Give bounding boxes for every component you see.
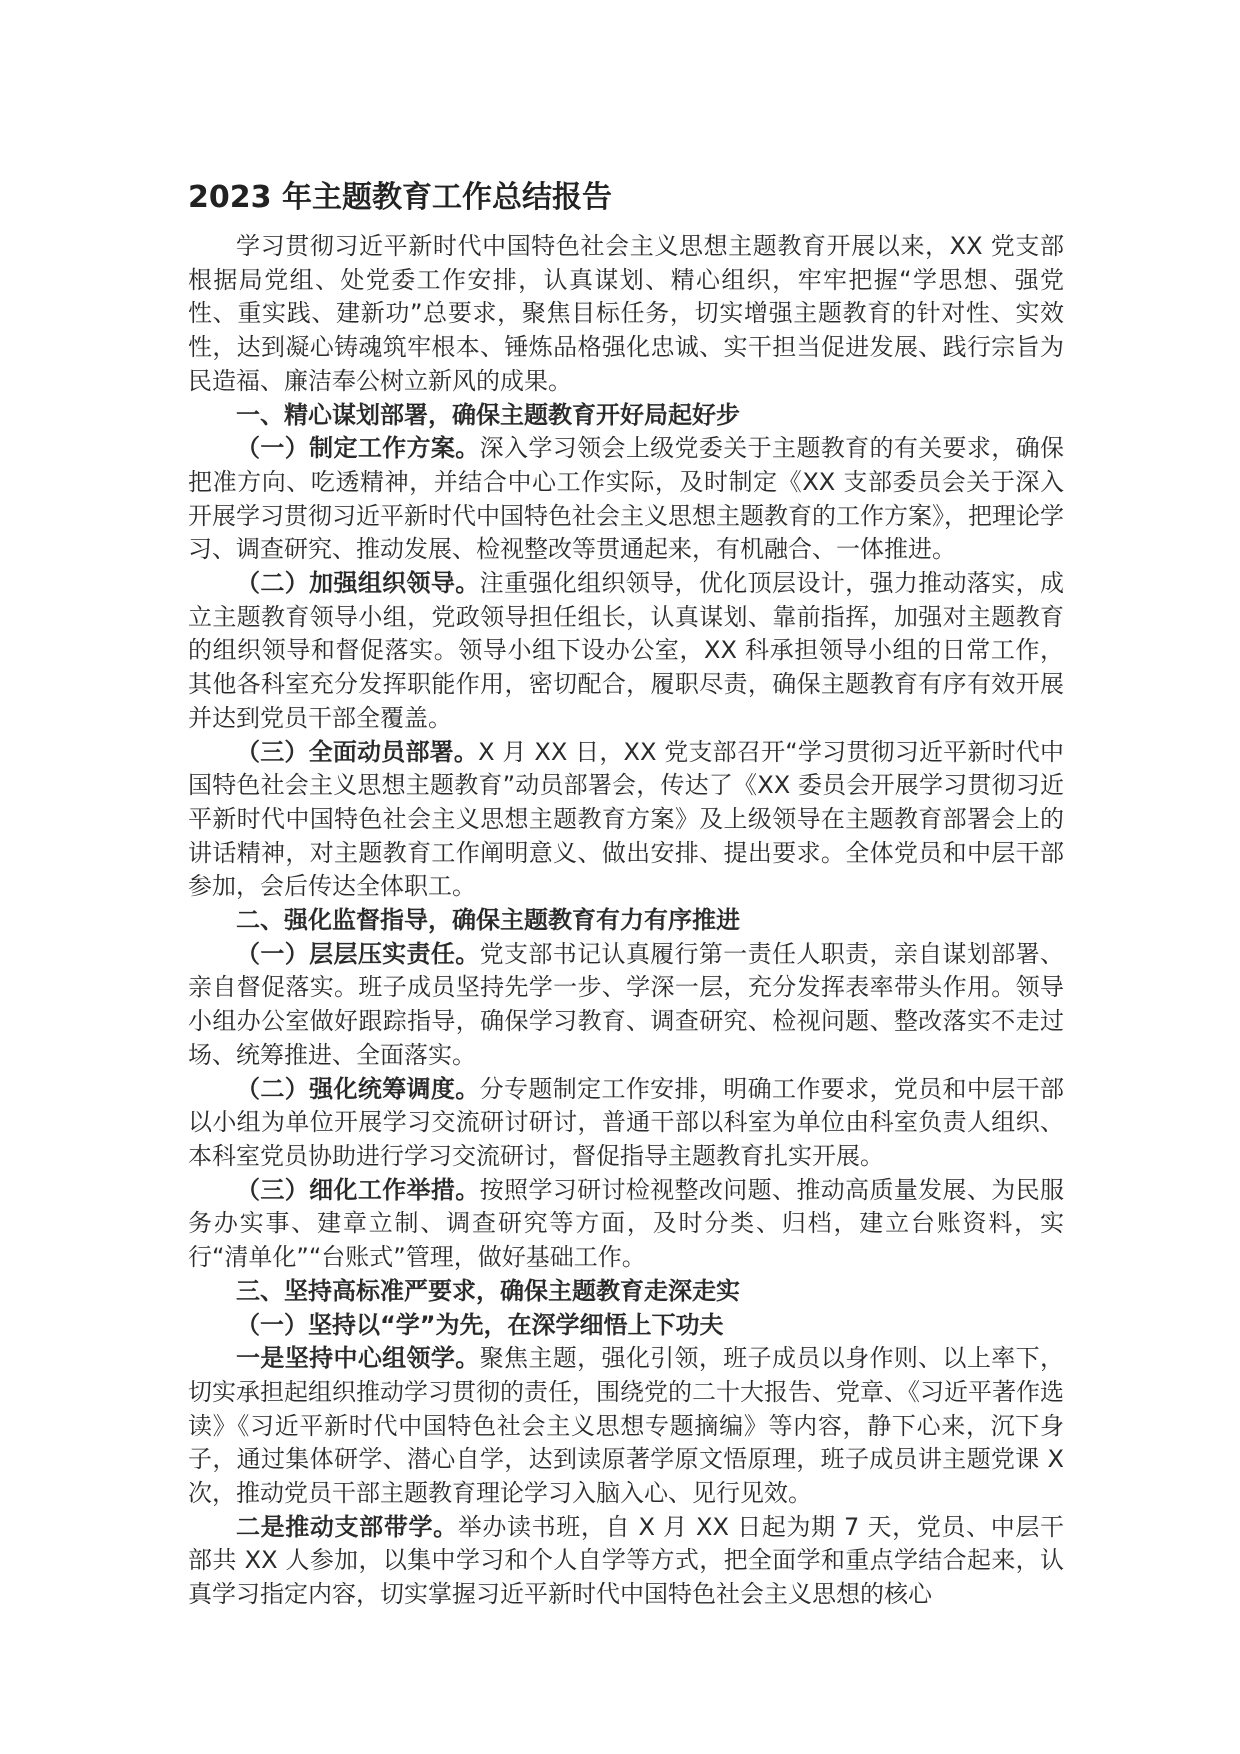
- section-heading-1: 一、精心谋划部署，确保主题教育开好局起好步: [236, 400, 740, 429]
- paragraph-lead: 二是推动支部带学。: [236, 1512, 458, 1541]
- intro-paragraph: 学习贯彻习近平新时代中国特色社会主义思想主题教育开展以来，XX 党支部根据局党组、处党委工作安排，认真谋划、精心组织，牢牢把握“学思想、强党性、重实践、建新功”总要求，聚焦目标任务，切实增强主题教育的针对性、实效性，达到凝心铸魂筑牢根本、锤炼品格强化忠诚、实干担当促进发展、践行宗旨为民造福、廉洁奉公树立新风的成果。: [188, 232, 1064, 395]
- paragraph-2-3: [188, 1174, 1064, 1275]
- section-heading-3: 三、坚持高标准严要求，确保主题教育走深走实: [236, 1276, 740, 1305]
- paragraph-lead: （一）制定工作方案。: [236, 434, 480, 463]
- paragraph-text: 分专题制定工作安排，明确工作要求，党员和中层干部以小组为单位开展学习交流研讨研讨，普通干部以科室为单位由科室负责人组织、本科室党员协助进行学习交流研讨，督促指导主题教育扎实开展。: [188, 1074, 1065, 1170]
- paragraph-2-2: [188, 1073, 1064, 1174]
- paragraph-lead: 一是坚持中心组领学。: [236, 1344, 480, 1373]
- paragraph-text: 深入学习领会上级党委关于主题教育的有关要求，确保把准方向、吃透精神，并结合中心工作实际，及时制定《XX 支部委员会关于深入开展学习贯彻习近平新时代中国特色社会主义思想主题教育的工作方案》，把理论学习、调查研究、推动发展、检视整改等贯通起来，有机融合、一体推进。: [188, 434, 1065, 564]
- paragraph-text: X 月 XX 日，XX 党支部召开“学习贯彻习近平新时代中国特色社会主义思想主题教育”动员部署会，传达了《XX 委员会开展学习贯彻习近平新时代中国特色社会主义思想主题教育方案》及上级领导在主题教育部署会上的讲话精神，对主题教育工作阐明意义、做出安排、提出要求。全体党员和中层干部参加，会后传达全体职工。: [188, 737, 1065, 901]
- paragraph-lead: （三）细化工作举措。: [236, 1175, 480, 1204]
- section-heading-2: 二、强化监督指导，确保主题教育有力有序推进: [236, 906, 740, 935]
- paragraph-1-1: [188, 432, 1064, 567]
- paragraph-3-2: [188, 1511, 1064, 1612]
- paragraph-lead: （三）全面动员部署。: [236, 737, 479, 766]
- paragraph-lead: （一）层层压实责任。: [236, 939, 480, 968]
- paragraph-text: 举办读书班，自 X 月 XX 日起为期 7 天，党员、中层干部共 XX 人参加，以集中学习和个人自学等方式，把全面学和重点学结合起来，认真学习指定内容，切实掌握习近平新时代中国特色社会主义思想的核心: [188, 1512, 1065, 1609]
- paragraph-text: 聚焦主题，强化引领，班子成员以身作则、以上率下，切实承担起组织推动学习贯彻的责任，围绕党的二十大报告、党章、《习近平著作选读》《习近平新时代中国特色社会主义思想专题摘编》等内容，静下心来，沉下身子，通过集体研学、潜心自学，达到读原著学原文悟原理，班子成员讲主题党课 X 次，推动党员干部主题教育理论学习入脑入心、见行见效。: [188, 1344, 1065, 1508]
- paragraph-lead: （二）加强组织领导。: [236, 569, 480, 598]
- paragraph-lead: （二）强化统筹调度。: [236, 1074, 480, 1103]
- document-title: 2023 年主题教育工作总结报告: [188, 180, 612, 215]
- paragraph-1-3: [188, 736, 1064, 905]
- paragraph-text: 按照学习研讨检视整改问题、推动高质量发展、为民服务办实事、建章立制、调查研究等方面，及时分类、归档，建立台账资料，实行“清单化”“台账式”管理，做好基础工作。: [188, 1175, 1065, 1272]
- paragraph-2-1: [188, 938, 1064, 1073]
- paragraph-text: 注重强化组织领导，优化顶层设计，强力推动落实，成立主题教育领导小组，党政领导担任组长，认真谋划、靠前指挥，加强对主题教育的组织领导和督促落实。领导小组下设办公室，XX 科承担领导小组的日常工作，其他各科室充分发挥职能作用，密切配合，履职尽责，确保主题教育有序有效开展并达到党员干部全覆盖。: [188, 569, 1065, 732]
- paragraph-1-2: [188, 567, 1064, 736]
- subsection-heading-3-1: （一）坚持以“学”为先，在深学细悟上下功夫: [236, 1310, 724, 1339]
- paragraph-text: 党支部书记认真履行第一责任人职责，亲自谋划部署、亲自督促落实。班子成员坚持先学一步、学深一层，充分发挥表率带头作用。领导小组办公室做好跟踪指导，确保学习教育、调查研究、检视问题、整改落实不走过场、统筹推进、全面落实。: [188, 939, 1065, 1069]
- paragraph-3-1: [188, 1342, 1064, 1511]
